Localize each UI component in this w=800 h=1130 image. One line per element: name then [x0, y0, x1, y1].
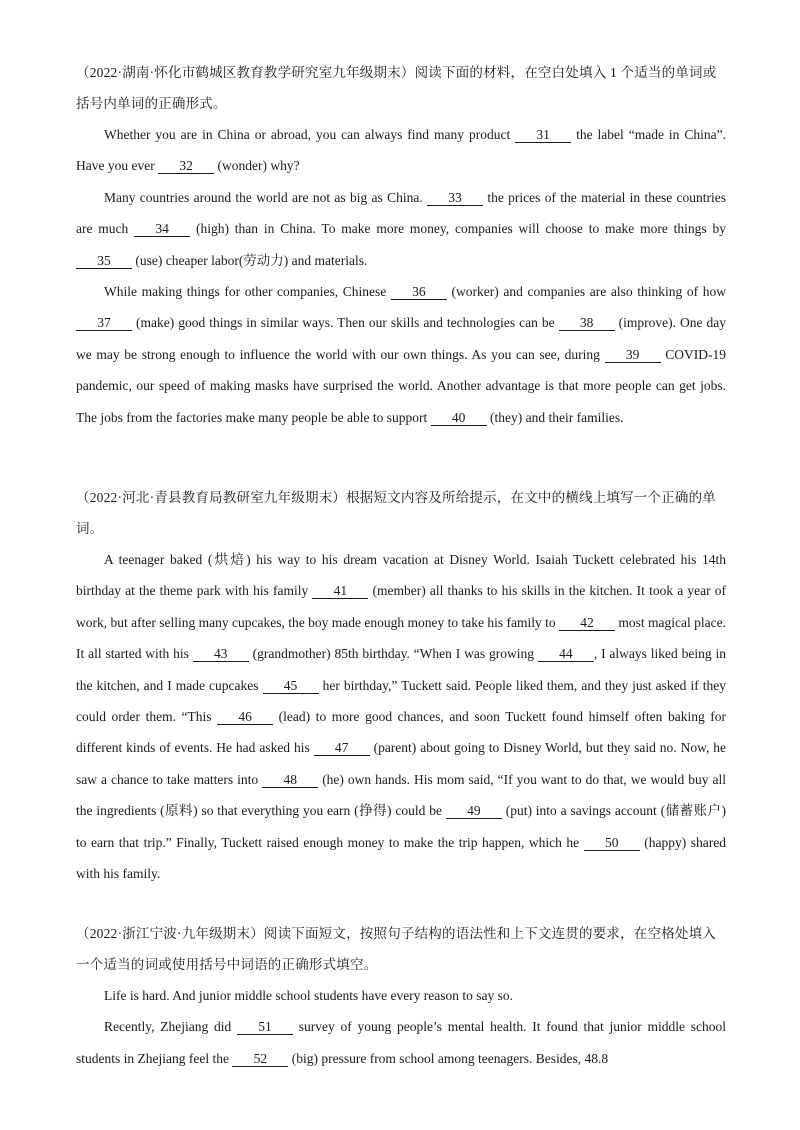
section-header: （2022·河北·青县教育局教研室九年级期末）根据短文内容及所给提示，在文中的横线上填写一个正确的单词。 — [76, 490, 716, 536]
text-run: Life is hard. And junior middle school students have every reason to say so. — [104, 988, 514, 1003]
text-run: (member) all thanks to his skills in the kitchen. It took a year of work, but after selling many cupcakes, the boy made enough money to take his family to — [76, 583, 726, 630]
answer-blank-47[interactable]: 47 — [314, 740, 370, 756]
answer-blank-43[interactable]: 43 — [193, 646, 249, 662]
text-run: (they) and their families. — [486, 409, 624, 425]
answer-blank-33[interactable]: 33 — [427, 190, 483, 206]
text-run: (put) into a savings account (储蓄账户) to earn that trip.” Finally, Tuckett raised enough money to make the trip happen, which he — [76, 803, 727, 850]
answer-blank-36[interactable]: 36 — [391, 284, 447, 300]
text-run: While making things for other companies, Chinese — [104, 284, 391, 300]
text-run: Recently, Zhejiang did — [104, 1019, 237, 1035]
answer-blank-40[interactable]: 40 — [431, 410, 487, 426]
section-header: （2022·浙江宁波·九年级期末）阅读下面短文，按照句子结构的语法性和上下文连贯的要求，在空格处填入一个适当的词或使用括号中词语的正确形式填空。 — [76, 926, 716, 972]
paragraph — [76, 182, 726, 276]
text-run: (parent) about going to Disney World, but they said no. Now, he saw a chance to take matters into — [76, 740, 726, 787]
answer-blank-45[interactable]: 45 — [263, 678, 319, 694]
text-run: (make) good things in similar ways. Then our skills and technologies can be — [132, 315, 559, 331]
paragraph — [76, 276, 726, 433]
answer-blank-34[interactable]: 34 — [134, 221, 190, 237]
answer-blank-35[interactable]: 35 — [76, 253, 132, 269]
text-run: A teenager baked (烘焙) his way to his dream vacation at Disney World. Isaiah Tuckett celebrated his 14th birthday at the theme park with his family — [76, 552, 726, 599]
text-run: (wonder) why? — [214, 158, 300, 174]
answer-blank-50[interactable]: 50 — [584, 835, 640, 851]
answer-blank-37[interactable]: 37 — [76, 315, 132, 331]
text-run: (he) own hands. His mom said, “If you want to do that, we would buy all the ingredients (原料) so that everything you earn (挣得) could be — [76, 771, 726, 819]
text-run: , I always liked being in the kitchen, and I made cupcakes — [76, 646, 726, 693]
text-run: (happy) shared with his family. — [76, 834, 727, 882]
paragraph — [76, 1011, 726, 1074]
text-run: (improve). One day we may be strong enough to influence the world with our own things. As you can see, during — [76, 315, 726, 362]
text-run: (use) cheaper labor(劳动力) and materials. — [132, 252, 368, 268]
text-run: her birthday,” Tuckett said. People liked them, and they just asked if they could order them. “This — [76, 677, 726, 725]
answer-blank-46[interactable]: 46 — [217, 709, 273, 725]
answer-blank-32[interactable]: 32 — [158, 158, 214, 174]
text-run: Whether you are in China or abroad, you can always find many product — [104, 127, 516, 142]
answer-blank-42[interactable]: 42 — [559, 615, 615, 631]
text-run: (big) pressure from school among teenagers. Besides, 48.8 — [288, 1050, 609, 1066]
exercise-section-2 — [76, 482, 726, 889]
text-run: the label “made in China”. Have you ever — [76, 127, 726, 174]
text-run: COVID-19 pandemic, our speed of making masks have surprised the world. Another advantage is that more people can get jobs. The jobs from the factories make many people be able to support — [76, 346, 727, 425]
answer-blank-41[interactable]: 41 — [312, 583, 368, 599]
text-run: (grandmother) 85th birthday. “When I was growing — [248, 646, 538, 662]
paragraph — [76, 544, 726, 889]
text-run: (lead) to more good chances, and soon Tuckett found himself often baking for different kinds of events. He had asked his — [76, 709, 727, 756]
answer-blank-31[interactable]: 31 — [515, 127, 571, 143]
answer-blank-44[interactable]: 44 — [538, 646, 594, 662]
text-run: the prices of the material in these countries are much — [76, 189, 726, 237]
exercise-section-3 — [76, 918, 726, 1074]
answer-blank-48[interactable]: 48 — [262, 772, 318, 788]
text-run: Many countries around the world are not as big as China. — [104, 189, 428, 205]
paragraph — [76, 119, 726, 182]
text-run: (high) than in China. To make more money, companies will choose to make more things by — [190, 221, 726, 237]
text-run: survey of young people’s mental health. It found that junior middle school students in Zhejiang feel the — [76, 1019, 727, 1066]
text-run: (worker) and companies are also thinking of how — [446, 284, 727, 300]
section-header: （2022·湖南·怀化市鹤城区教育教学研究室九年级期末）阅读下面的材料，在空白处填入 1 个适当的单词或括号内单词的正确形式。 — [76, 65, 717, 111]
answer-blank-52[interactable]: 52 — [232, 1051, 288, 1067]
answer-blank-39[interactable]: 39 — [605, 347, 661, 363]
answer-blank-51[interactable]: 51 — [237, 1019, 293, 1035]
paragraph — [76, 980, 726, 1011]
answer-blank-38[interactable]: 38 — [559, 315, 615, 331]
text-run: most magical place. It all started with his — [76, 614, 726, 662]
exercise-section-1 — [76, 57, 726, 433]
answer-blank-49[interactable]: 49 — [446, 803, 502, 819]
